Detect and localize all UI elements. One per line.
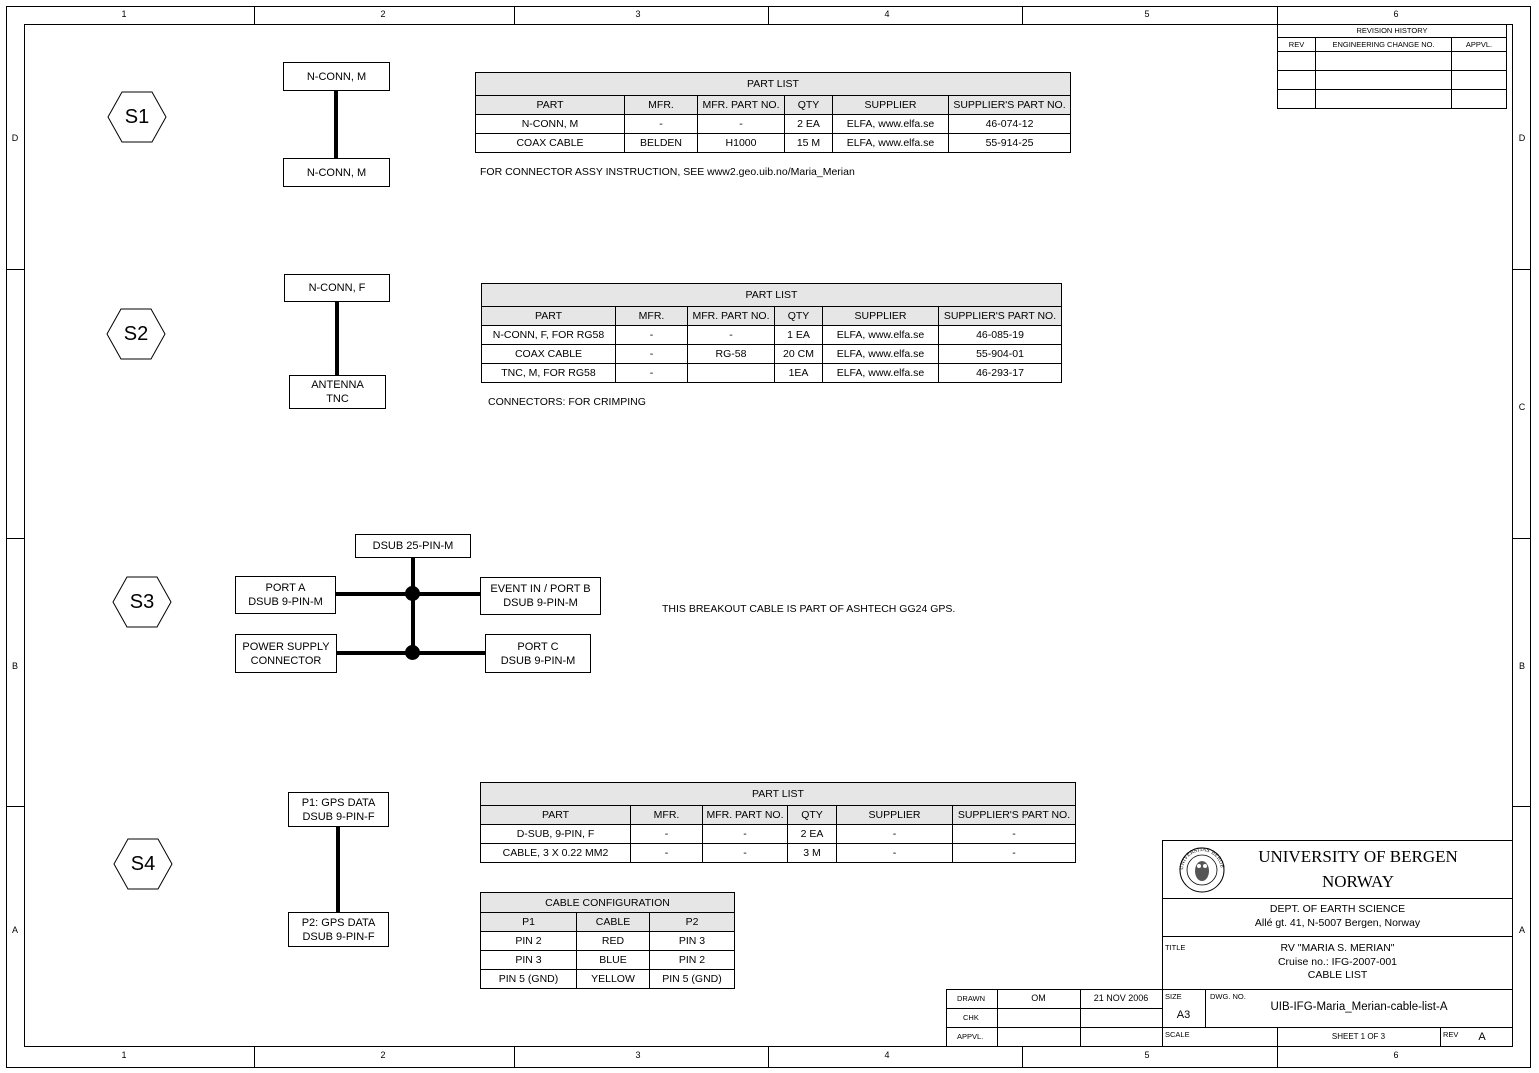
s3-port-c-label: PORT C: [517, 640, 559, 653]
revision-header: REV: [1278, 38, 1316, 52]
s3-label-text: S3: [129, 590, 155, 613]
s3-event-in-label: EVENT IN / PORT B: [490, 583, 591, 595]
s3-dsub25-connector: [355, 534, 471, 558]
s4-p2-type: DSUB 9-PIN-F: [302, 930, 375, 943]
title-block-divider: [1162, 1027, 1513, 1028]
table-cell: N-CONN, F, FOR RG58: [482, 326, 616, 345]
s4-label-text: S4: [130, 852, 156, 875]
s2-section-label: [106, 308, 166, 360]
drawing-number: UIB-IFG-Maria_Merian-cable-list-A: [1270, 1001, 1448, 1013]
zone-divider: [6, 538, 24, 539]
table-row: [476, 134, 1071, 153]
table-cell: H1000: [698, 134, 785, 153]
zone-col-label: 4: [884, 1050, 890, 1060]
s3-note: THIS BREAKOUT CABLE IS PART OF ASHTECH GG24 GPS.: [662, 603, 956, 615]
s3-trunk-cable: [411, 557, 415, 655]
s3-event-in-type: DSUB 9-PIN-M: [503, 597, 578, 609]
table-row: [482, 345, 1062, 364]
s2-antenna-connector: [289, 375, 386, 409]
table-cell: PIN 2: [481, 932, 577, 951]
university-name: UNIVERSITY OF BERGEN: [1258, 847, 1458, 866]
drawing-title-vessel: RV "MARIA S. MERIAN": [1280, 942, 1395, 954]
s2-part-list: [481, 283, 1062, 383]
table-cell: ELFA, www.elfa.se: [823, 326, 939, 345]
title-label: TITLE: [1165, 943, 1186, 952]
part-list-header: SUPPLIER: [823, 307, 939, 326]
table-cell: TNC, M, FOR RG58: [482, 364, 616, 383]
table-row: [476, 115, 1071, 134]
zone-divider: [1513, 806, 1531, 807]
s1-top-connector: [283, 62, 390, 91]
zone-col-label: 3: [635, 1050, 641, 1060]
zone-divider: [768, 6, 769, 24]
part-list-header: QTY: [775, 307, 823, 326]
zone-divider: [1513, 538, 1531, 539]
s3-port-a-type: DSUB 9-PIN-M: [248, 596, 323, 608]
table-cell: 2 EA: [785, 115, 833, 134]
s3-power-label: POWER SUPPLY: [242, 640, 330, 653]
part-list-header: SUPPLIER'S PART NO.: [939, 307, 1062, 326]
table-cell: COAX CABLE: [476, 134, 625, 153]
table-cell: CABLE, 3 X 0.22 MM2: [481, 844, 631, 863]
revision-header: ENGINEERING CHANGE NO.: [1316, 38, 1452, 52]
table-cell: 1EA: [775, 364, 823, 383]
table-cell: PIN 3: [481, 951, 577, 970]
zone-divider: [6, 806, 24, 807]
s2-cable: [335, 302, 339, 375]
cable-config-header: P1: [481, 913, 577, 932]
table-cell: PIN 5 (GND): [650, 970, 735, 989]
part-list-header: MFR. PART NO.: [698, 96, 785, 115]
svg-text:UNIVERSITAS BERGENSIS: UNIVERSITAS BERGE: [1178, 846, 1225, 871]
table-row: [482, 326, 1062, 345]
table-cell: BLUE: [577, 951, 650, 970]
s3-port-a-connector: [235, 576, 336, 614]
table-cell: 3 M: [788, 844, 837, 863]
s3-dsub25-label: DSUB 25-PIN-M: [372, 540, 454, 552]
title-block-divider: [946, 989, 1513, 990]
zone-row-label: D: [11, 133, 19, 143]
title-block-divider: [1162, 936, 1513, 937]
scale-label: SCALE: [1165, 1030, 1190, 1039]
table-cell: -: [698, 115, 785, 134]
s3-junction-lower: [405, 645, 420, 660]
table-cell: -: [953, 825, 1076, 844]
title-block-divider: [946, 989, 947, 1047]
s2-label-text: S2: [123, 322, 149, 345]
table-cell: -: [837, 825, 953, 844]
zone-col-label: 6: [1393, 9, 1399, 19]
s2-antenna-type: TNC: [326, 393, 349, 405]
title-block-divider: [1440, 1027, 1441, 1047]
table-cell: D-SUB, 9-PIN, F: [481, 825, 631, 844]
part-list-title: PART LIST: [481, 783, 1076, 806]
zone-divider: [1022, 6, 1023, 24]
university-seal-icon: [1175, 846, 1229, 894]
zone-col-label: 1: [121, 1050, 127, 1060]
s1-top-connector-label: N-CONN, M: [306, 70, 367, 83]
s2-antenna-label: ANTENNA: [311, 379, 364, 391]
revision-history-title: REVISION HISTORY: [1278, 24, 1507, 38]
s4-p1-connector: [288, 792, 389, 827]
table-cell: -: [953, 844, 1076, 863]
table-cell: -: [631, 844, 703, 863]
part-list-header: MFR. PART NO.: [688, 307, 775, 326]
zone-row-label: B: [1518, 661, 1525, 671]
zone-col-label: 4: [884, 9, 890, 19]
table-cell: [688, 364, 775, 383]
zone-divider: [1513, 269, 1531, 270]
part-list-header: SUPPLIER: [837, 806, 953, 825]
table-row: [482, 364, 1062, 383]
s4-part-list: [480, 782, 1076, 863]
university-logo: [1175, 846, 1229, 894]
zone-col-label: 2: [380, 9, 386, 19]
zone-divider: [514, 1047, 515, 1068]
s4-p1-label: P1: GPS DATA: [301, 796, 376, 809]
drawn-label: DRAWN: [957, 994, 986, 1003]
size-value: A3: [1176, 1009, 1191, 1021]
part-list-header: QTY: [788, 806, 837, 825]
s4-p1-type: DSUB 9-PIN-F: [302, 810, 375, 823]
table-cell: ELFA, www.elfa.se: [823, 345, 939, 364]
table-row: [481, 932, 735, 951]
table-cell: 2 EA: [788, 825, 837, 844]
s2-note: CONNECTORS: FOR CRIMPING: [488, 396, 646, 408]
table-cell: 1 EA: [775, 326, 823, 345]
s1-note: FOR CONNECTOR ASSY INSTRUCTION, SEE www2.geo.uib.no/Maria_Merian: [480, 166, 855, 178]
part-list-header: PART: [476, 96, 625, 115]
zone-row-label: A: [11, 925, 18, 935]
zone-divider: [254, 6, 255, 24]
s4-p2-label: P2: GPS DATA: [301, 916, 376, 929]
drawn-by: OM: [1031, 993, 1046, 1003]
zone-row-label: A: [1518, 925, 1525, 935]
table-cell: 46-074-12: [949, 115, 1071, 134]
table-cell: PIN 2: [650, 951, 735, 970]
title-block-divider: [946, 1008, 1162, 1009]
table-cell: PIN 3: [650, 932, 735, 951]
zone-row-label: D: [1518, 133, 1526, 143]
part-list-header: MFR. PART NO.: [703, 806, 788, 825]
title-block-divider: [1162, 898, 1513, 899]
zone-divider: [6, 269, 24, 270]
table-cell: 15 M: [785, 134, 833, 153]
s1-section-label: [107, 91, 167, 143]
table-cell: -: [631, 825, 703, 844]
part-list-header: PART: [482, 307, 616, 326]
table-cell: -: [616, 326, 688, 345]
table-cell: 46-293-17: [939, 364, 1062, 383]
table-cell: ELFA, www.elfa.se: [833, 115, 949, 134]
s1-bottom-connector: [283, 158, 390, 187]
zone-divider: [514, 6, 515, 24]
part-list-header: SUPPLIER'S PART NO.: [949, 96, 1071, 115]
s3-section-label: [112, 576, 172, 628]
table-cell: 46-085-19: [939, 326, 1062, 345]
part-list-header: PART: [481, 806, 631, 825]
zone-col-label: 5: [1144, 9, 1150, 19]
s1-bottom-connector-label: N-CONN, M: [306, 166, 367, 179]
zone-divider: [1277, 1047, 1278, 1068]
cable-config-header: P2: [650, 913, 735, 932]
part-list-header: SUPPLIER'S PART NO.: [953, 806, 1076, 825]
table-cell: -: [703, 844, 788, 863]
s1-part-list: [475, 72, 1071, 153]
table-row: [481, 844, 1076, 863]
s4-cable: [336, 827, 340, 912]
revision-value: A: [1478, 1031, 1486, 1043]
zone-row-label: B: [11, 661, 18, 671]
s3-port-c-type: DSUB 9-PIN-M: [500, 654, 576, 667]
zone-col-label: 1: [121, 9, 127, 19]
part-list-header: MFR.: [625, 96, 698, 115]
university-country: NORWAY: [1321, 872, 1395, 891]
table-cell: ELFA, www.elfa.se: [823, 364, 939, 383]
cable-config-header: CABLE: [577, 913, 650, 932]
s3-power-connector: [235, 634, 337, 673]
department-address: Allé gt. 41, N-5007 Bergen, Norway: [1254, 917, 1421, 929]
table-cell: RED: [577, 932, 650, 951]
check-label: CHK: [963, 1013, 979, 1022]
drawn-date: 21 NOV 2006: [1093, 993, 1149, 1003]
table-cell: -: [837, 844, 953, 863]
drawing-title-cruise: Cruise no.: IFG-2007-001: [1277, 956, 1398, 968]
table-row: [481, 825, 1076, 844]
table-cell: ELFA, www.elfa.se: [833, 134, 949, 153]
drawing-title-name: CABLE LIST: [1307, 969, 1368, 981]
drawing-number-label: DWG. NO.: [1210, 992, 1246, 1001]
s3-event-in-connector: [480, 577, 601, 615]
s4-cable-configuration: [480, 892, 735, 989]
table-cell: PIN 5 (GND): [481, 970, 577, 989]
approval-label: APPVL.: [957, 1032, 984, 1041]
table-row: [481, 951, 735, 970]
sheet-number: SHEET 1 OF 3: [1331, 1032, 1386, 1041]
title-block-divider: [946, 1027, 1162, 1028]
part-list-header: MFR.: [616, 307, 688, 326]
table-cell: N-CONN, M: [476, 115, 625, 134]
zone-col-label: 5: [1144, 1050, 1150, 1060]
zone-col-label: 6: [1393, 1050, 1399, 1060]
table-cell: 20 CM: [775, 345, 823, 364]
s3-junction-upper: [405, 586, 420, 601]
revision-history: [1277, 24, 1507, 109]
cable-config-title: CABLE CONFIGURATION: [481, 893, 735, 913]
s3-port-a-label: PORT A: [265, 582, 306, 594]
table-cell: YELLOW: [577, 970, 650, 989]
s1-cable: [334, 91, 338, 158]
s1-label-text: S1: [124, 105, 150, 128]
table-cell: BELDEN: [625, 134, 698, 153]
part-list-title: PART LIST: [476, 73, 1071, 96]
revision-label: REV: [1443, 1030, 1459, 1039]
table-cell: 55-914-25: [949, 134, 1071, 153]
size-label: SIZE: [1165, 992, 1182, 1001]
table-cell: -: [688, 326, 775, 345]
revision-header: APPVL.: [1452, 38, 1507, 52]
table-cell: -: [616, 345, 688, 364]
zone-divider: [1277, 6, 1278, 24]
part-list-header: SUPPLIER: [833, 96, 949, 115]
table-cell: 55-904-01: [939, 345, 1062, 364]
table-row: [481, 970, 735, 989]
zone-col-label: 3: [635, 9, 641, 19]
s4-section-label: [113, 838, 173, 890]
part-list-header: QTY: [785, 96, 833, 115]
part-list-header: MFR.: [631, 806, 703, 825]
s3-power-type: CONNECTOR: [250, 654, 322, 667]
table-cell: -: [616, 364, 688, 383]
table-cell: COAX CABLE: [482, 345, 616, 364]
zone-row-label: C: [1518, 402, 1526, 412]
table-cell: RG-58: [688, 345, 775, 364]
zone-divider: [768, 1047, 769, 1068]
s4-p2-connector: [288, 912, 389, 947]
table-cell: -: [703, 825, 788, 844]
s2-top-connector-label: N-CONN, F: [308, 282, 366, 294]
zone-divider: [254, 1047, 255, 1068]
zone-col-label: 2: [380, 1050, 386, 1060]
part-list-title: PART LIST: [482, 284, 1062, 307]
department-name: DEPT. OF EARTH SCIENCE: [1269, 903, 1406, 915]
s2-top-connector: [284, 274, 390, 302]
s3-port-c-connector: [485, 634, 591, 673]
table-cell: -: [625, 115, 698, 134]
zone-divider: [1022, 1047, 1023, 1068]
